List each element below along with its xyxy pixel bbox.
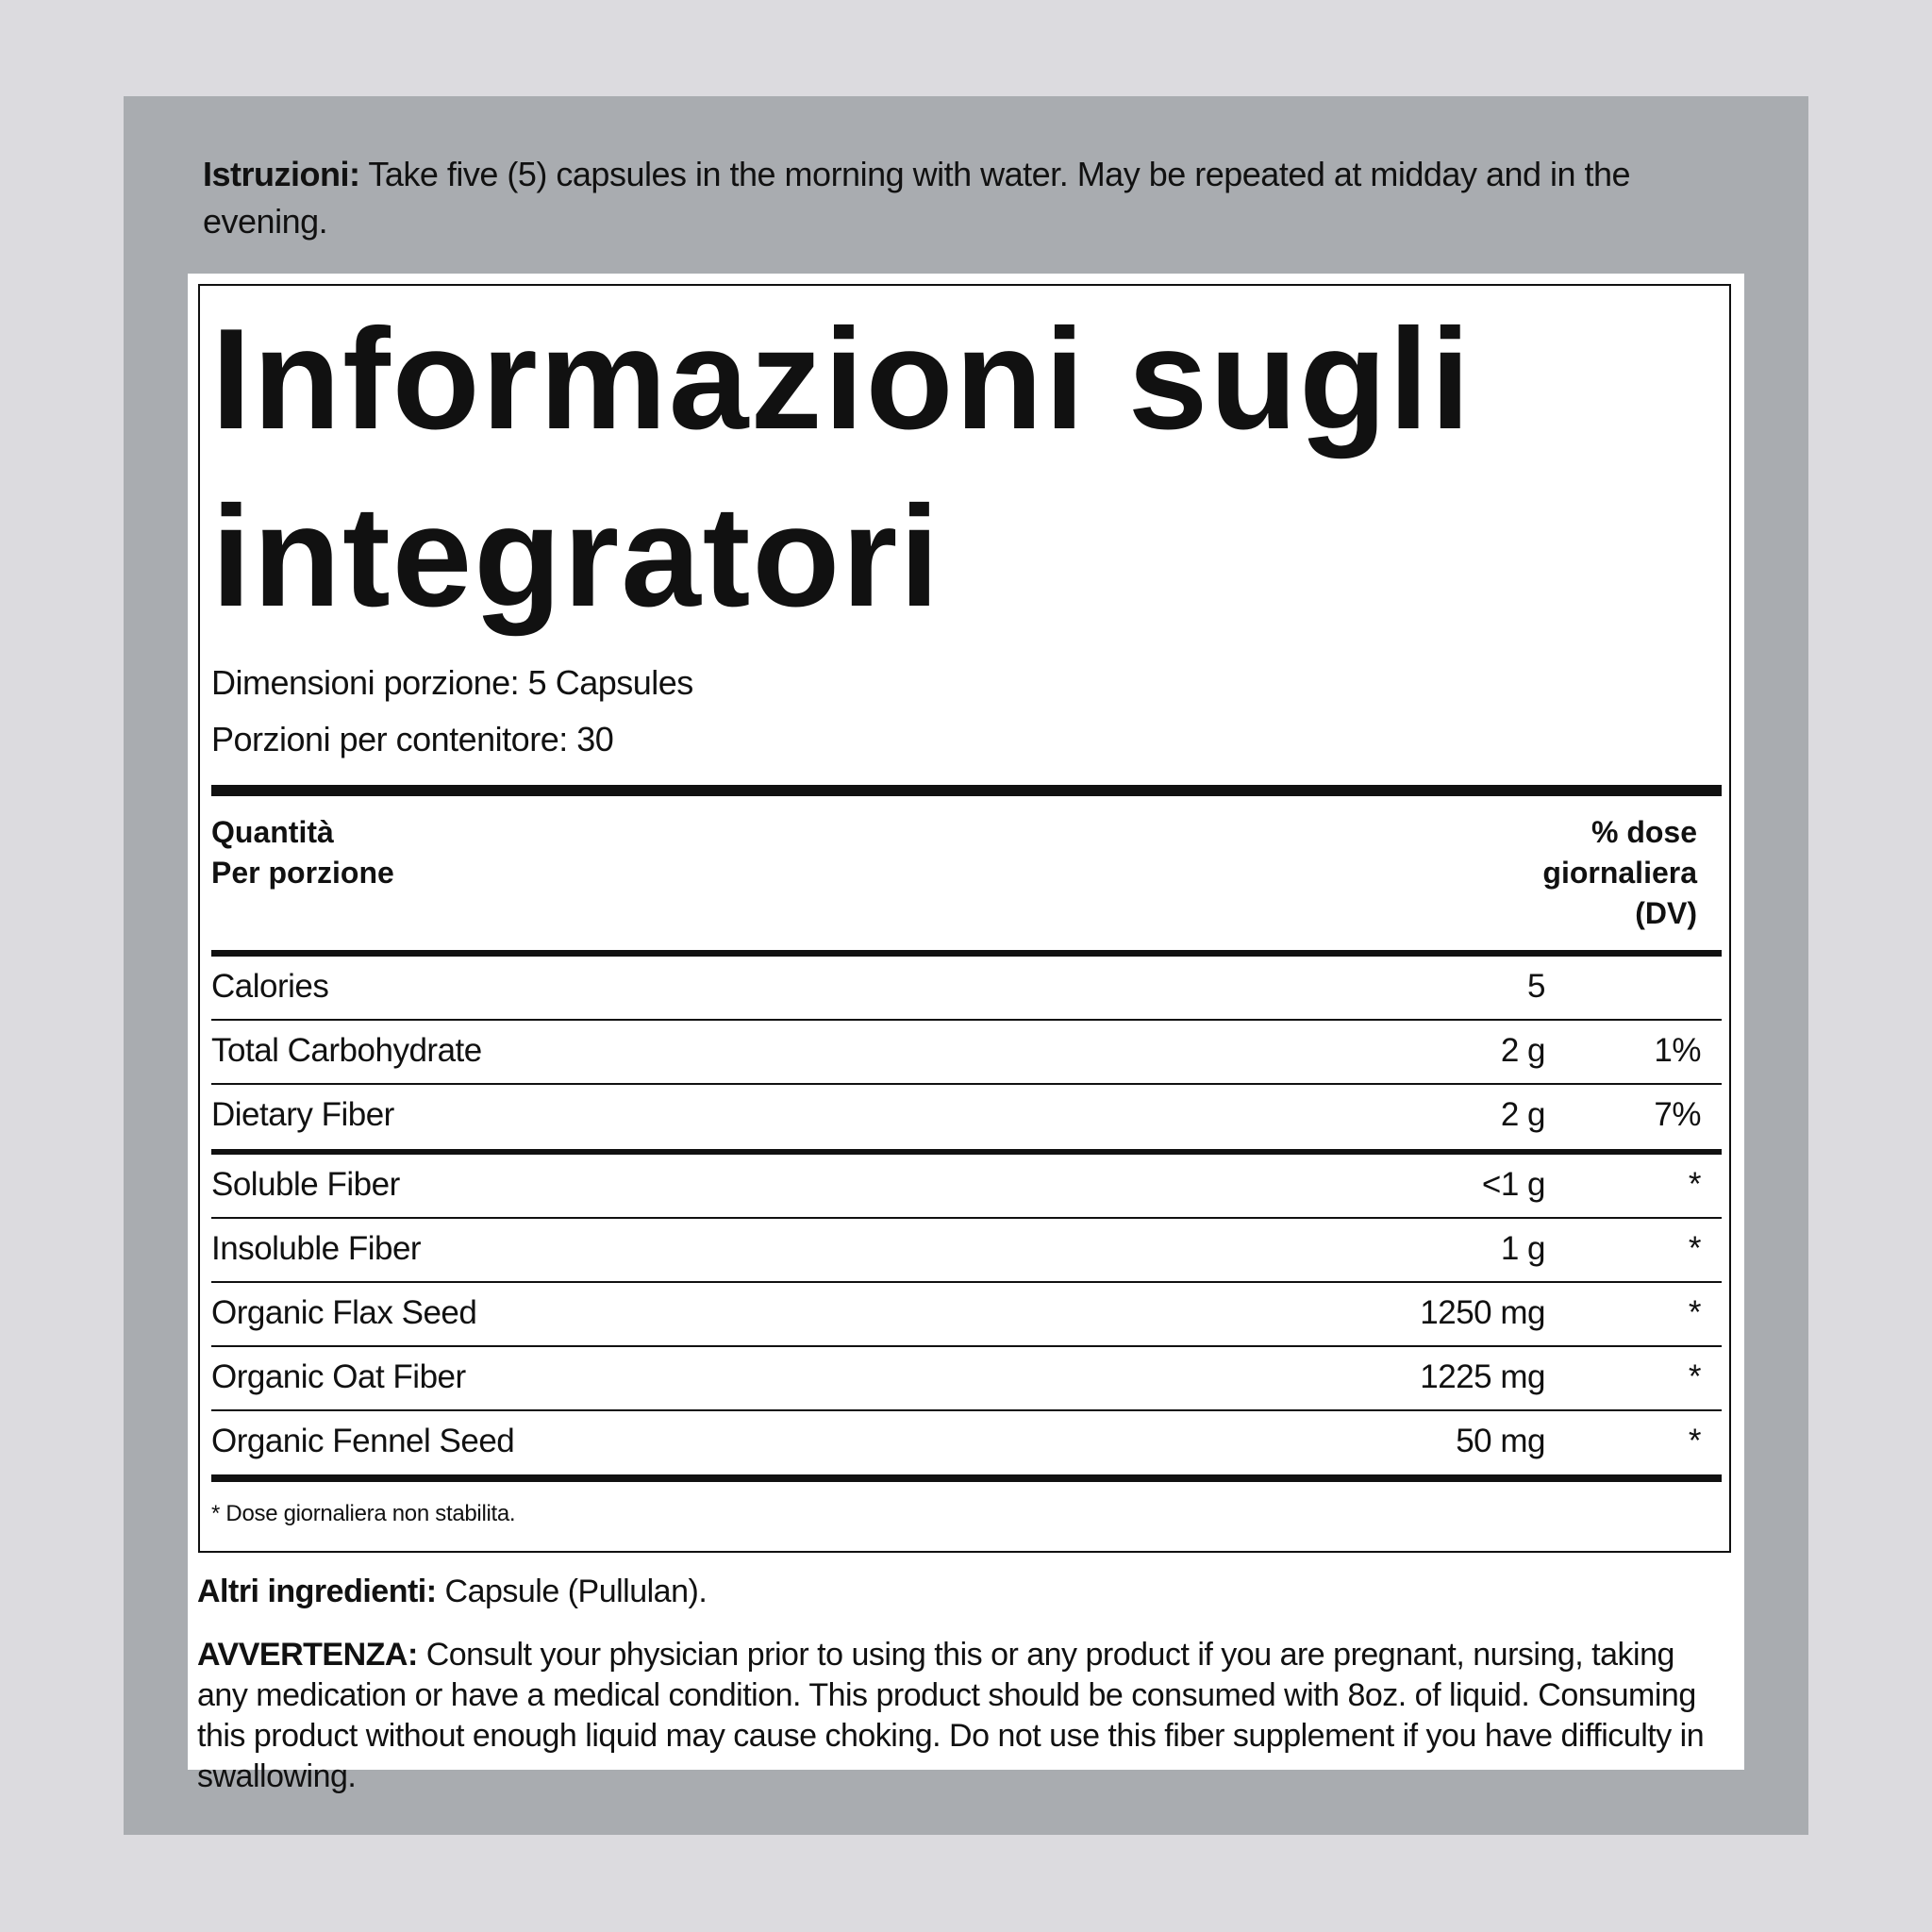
header-per-serving: Per porzione xyxy=(211,856,394,890)
header-dv-2: giornaliera xyxy=(1542,856,1697,890)
warning xyxy=(197,1635,1725,1797)
directions-text xyxy=(203,151,1674,245)
directions-label: Istruzioni: xyxy=(203,155,360,193)
header-dv-1: % dose xyxy=(1591,815,1697,849)
nutrient-amount: <1 g xyxy=(1481,1166,1545,1203)
nutrient-dv: * xyxy=(1688,1423,1701,1459)
nutrient-name: Organic Oat Fiber xyxy=(211,1358,466,1395)
medium-divider xyxy=(211,950,1722,957)
other-ingredients xyxy=(197,1574,1707,1610)
table-row xyxy=(211,1219,1722,1283)
nutrient-dv: * xyxy=(1688,1294,1701,1331)
nutrient-dv: 1% xyxy=(1654,1032,1701,1069)
nutrient-amount: 2 g xyxy=(1500,1032,1545,1069)
nutrient-name: Calories xyxy=(211,968,329,1005)
table-row xyxy=(211,1085,1722,1149)
nutrient-dv: * xyxy=(1688,1358,1701,1395)
table-row xyxy=(211,1283,1722,1347)
nutrient-name: Organic Fennel Seed xyxy=(211,1423,515,1459)
nutrient-name: Insoluble Fiber xyxy=(211,1230,422,1267)
header-dv-3: (DV) xyxy=(1635,896,1697,930)
medium-divider xyxy=(211,1474,1722,1482)
table-row xyxy=(211,1155,1722,1219)
nutrient-amount: 1 g xyxy=(1500,1230,1545,1267)
nutrient-amount: 1225 mg xyxy=(1420,1358,1545,1395)
footnote: * Dose giornaliera non stabilita. xyxy=(211,1501,516,1526)
amount-per-serving-header xyxy=(211,812,394,893)
warning-label: AVVERTENZA: xyxy=(197,1637,418,1673)
table-row xyxy=(211,1411,1722,1475)
nutrient-amount: 5 xyxy=(1527,968,1545,1005)
serving-size: Dimensioni porzione: 5 Capsules xyxy=(211,663,693,702)
nutrient-amount: 50 mg xyxy=(1456,1423,1545,1459)
daily-value-header xyxy=(1542,812,1697,934)
header-quantity: Quantità xyxy=(211,815,334,849)
nutrient-name: Soluble Fiber xyxy=(211,1166,400,1203)
facts-title: Informazioni sugli integratori xyxy=(211,299,1473,637)
thick-divider xyxy=(211,785,1722,796)
nutrient-name: Organic Flax Seed xyxy=(211,1294,477,1331)
nutrient-amount: 2 g xyxy=(1500,1096,1545,1133)
warning-text: Consult your physician prior to using this or any product if you are pregnant, nursing, taking any medication or have a medical condition. This product should be consumed with 8oz. of liquid. Consuming this product without enough liquid may cause choking. Do not use this fiber supplement if you have difficulty in swallowing. xyxy=(197,1637,1705,1794)
supplement-facts-box xyxy=(198,284,1731,1553)
servings-per-container: Porzioni per contenitore: 30 xyxy=(211,720,614,758)
nutrient-amount: 1250 mg xyxy=(1420,1294,1545,1331)
other-ingredients-label: Altri ingredienti: xyxy=(197,1574,437,1609)
nutrient-name: Total Carbohydrate xyxy=(211,1032,482,1069)
other-ingredients-text: Capsule (Pullulan). xyxy=(436,1574,708,1609)
nutrient-dv: 7% xyxy=(1654,1096,1701,1133)
table-row xyxy=(211,1347,1722,1411)
nutrient-dv: * xyxy=(1688,1230,1701,1267)
nutrient-name: Dietary Fiber xyxy=(211,1096,394,1133)
directions-body: Take five (5) capsules in the morning with water. May be repeated at midday and in the evening. xyxy=(203,155,1631,241)
table-row xyxy=(211,957,1722,1021)
nutrient-dv: * xyxy=(1688,1166,1701,1203)
table-row xyxy=(211,1021,1722,1085)
